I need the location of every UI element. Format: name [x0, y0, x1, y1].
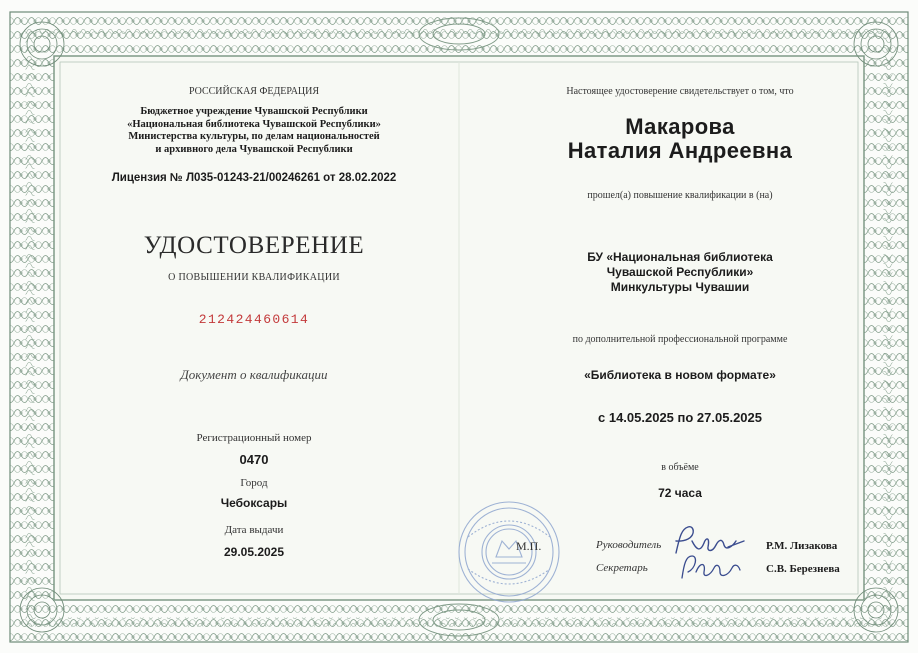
head-role-label: Руководитель [596, 539, 662, 551]
serial-number: 212424460614 [198, 312, 310, 327]
secretary-role-label: Секретарь [596, 562, 648, 574]
program-label: по дополнительной профессиональной программе [572, 334, 788, 345]
official-seal [448, 497, 570, 607]
institution-line: БУ «Национальная библиотека [587, 250, 773, 264]
volume-label: в объёме [661, 462, 699, 473]
secretary-signature [676, 550, 746, 582]
secretary-name: С.В. Березнева [766, 563, 840, 575]
intro-text: Настоящее удостоверение свидетельствует о том, что [566, 86, 794, 97]
holder-name [500, 115, 860, 163]
city-label: Город [240, 477, 268, 489]
org-line: Бюджетное учреждение Чувашской Республики [140, 106, 368, 117]
org-line: Министерства культуры, по делам национальностей [128, 131, 380, 142]
issue-date-label: Дата выдачи [224, 524, 284, 536]
document-subtitle: О ПОВЫШЕНИИ КВАЛИФИКАЦИИ [168, 272, 340, 283]
program-name: «Библиотека в новом формате» [584, 368, 776, 382]
institution-name [500, 250, 860, 295]
stamp-placeholder-label: М.П. [516, 539, 542, 553]
document-title: УДОСТОВЕРЕНИЕ [143, 232, 365, 259]
issue-date: 29.05.2025 [223, 545, 285, 559]
license-number: Лицензия № Л035-01243-21/00246261 от 28.02.2022 [111, 172, 397, 184]
city-value: Чебоксары [220, 496, 288, 510]
organization-name [92, 106, 416, 156]
country-label: РОССИЙСКАЯ ФЕДЕРАЦИЯ [188, 86, 320, 97]
passed-text: прошел(а) повышение квалификации в (на) [587, 190, 773, 201]
left-page [92, 0, 416, 653]
institution-line: Чувашской Республики» [606, 265, 754, 279]
institution-line: Минкультуры Чувашии [610, 280, 750, 294]
holder-surname: Макарова [625, 114, 735, 139]
document-type: Документ о квалификации [180, 367, 328, 382]
hours-value: 72 часа [658, 486, 702, 500]
org-line: «Национальная библиотека Чувашской Республики» [127, 118, 381, 130]
training-period: с 14.05.2025 по 27.05.2025 [598, 410, 762, 425]
holder-given-names: Наталия Андреевна [567, 138, 793, 163]
registration-label: Регистрационный номер [196, 432, 312, 444]
org-line: и архивного дела Чувашской Республики [155, 143, 353, 155]
head-name: Р.М. Лизакова [766, 540, 838, 552]
registration-number: 0470 [239, 452, 269, 467]
